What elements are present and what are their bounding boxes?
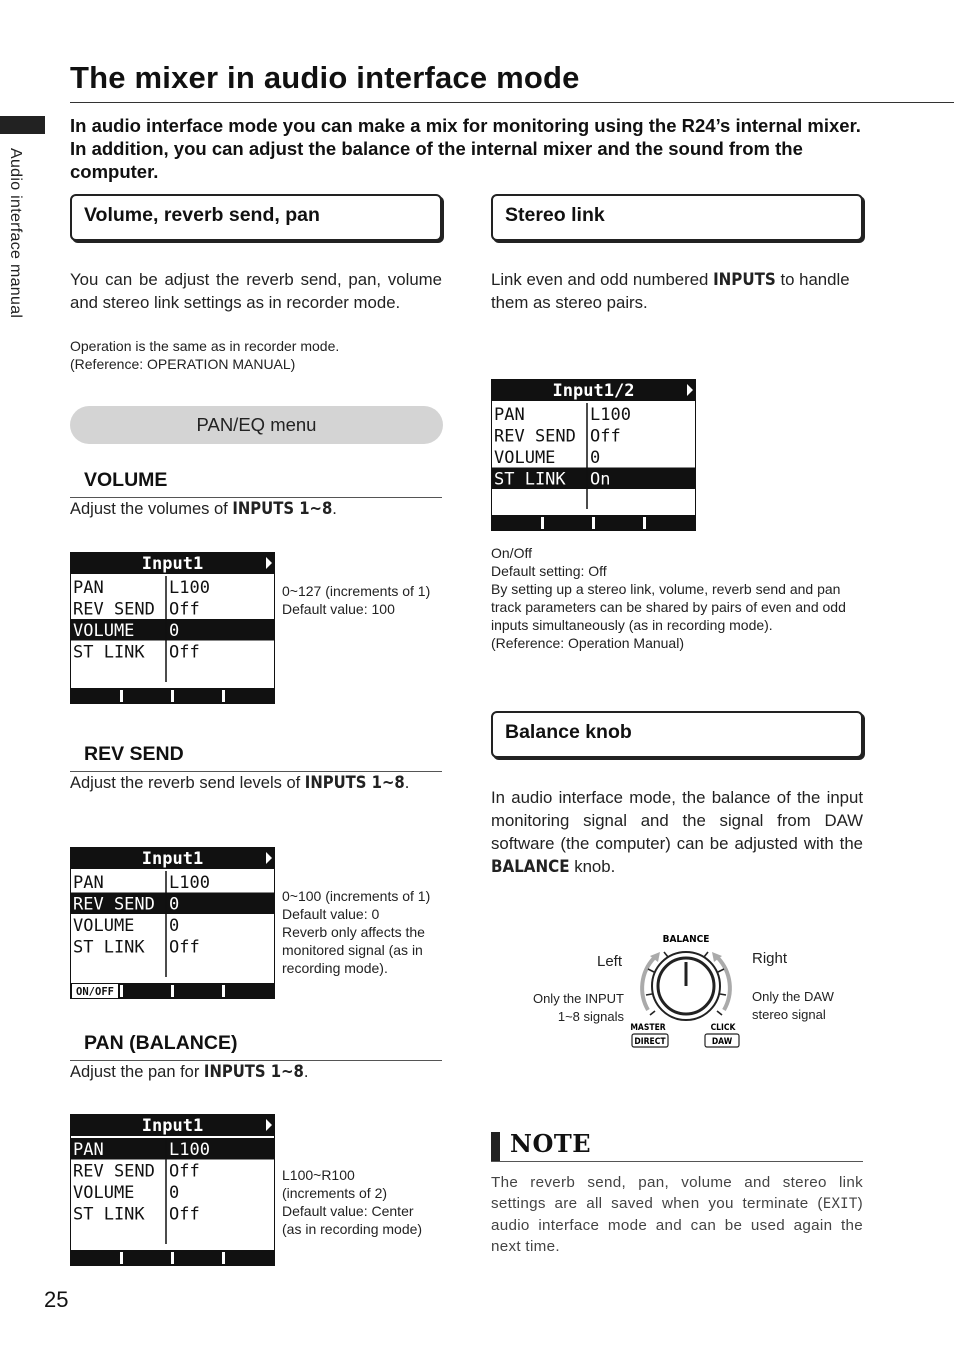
lcd-param-label: ST LINK: [73, 642, 145, 663]
lcd-param-value: On: [590, 469, 611, 490]
stereo-link-info: [491, 544, 871, 652]
lcd-title: Input1: [141, 1116, 204, 1136]
lcd-param-value: Off: [169, 642, 200, 663]
volume-reverb-pan-box: [70, 194, 442, 241]
knob-left-label: Left: [597, 953, 623, 970]
lcd-footer-divider: [592, 517, 595, 529]
knob-direct-label: DIRECT: [634, 1037, 666, 1047]
lcd-param-value: L100: [169, 1140, 210, 1160]
note-title: NOTE: [510, 1129, 591, 1158]
lcd-pan-screen: [70, 1114, 275, 1266]
lcd-param-value: Off: [169, 1204, 200, 1225]
lcd-param-label: REV SEND: [73, 1161, 155, 1182]
info-line: On/Off: [491, 545, 532, 561]
balance-paragraph: [491, 786, 863, 878]
lcd-param-value: Off: [169, 599, 200, 620]
info-line: By setting up a stereo link, volume, reverb send and pan: [491, 581, 841, 597]
lcd-param-value: Off: [169, 1161, 200, 1182]
desc-key: INPUTS 1~8: [232, 499, 333, 518]
desc-key: INPUTS 1~8: [203, 1062, 304, 1081]
rev-send-heading: REV SEND: [84, 743, 184, 765]
pan-rule: [70, 1060, 442, 1061]
pan-eq-menu-pill: PAN/EQ menu: [70, 406, 443, 444]
pan-info: [282, 1166, 452, 1238]
para-end: knob.: [569, 857, 616, 876]
info-line: 0~100 (increments of 1): [282, 888, 431, 904]
info-line: track parameters can be shared by pairs of even and odd: [491, 599, 846, 615]
info-line: Default value: 100: [282, 601, 395, 617]
lcd-param-label: VOLUME: [494, 448, 556, 468]
lcd-stereo-link-screen: [491, 379, 696, 531]
lcd-param-label: REV SEND: [494, 426, 576, 447]
lcd-param-label: REV SEND: [73, 894, 155, 915]
rev-send-description: [70, 773, 409, 793]
desc-key: INPUTS 1~8: [304, 773, 405, 792]
intro-text: In audio interface mode you can make a mix for monitoring using the R24’s internal mixer. In addition, you can adjust the balance of the internal mixer and the sound from the computer.: [70, 115, 861, 182]
para-key: INPUTS: [713, 269, 776, 289]
knob-daw-label: DAW: [711, 1037, 733, 1047]
info-line: monitored signal (as in: [282, 942, 423, 958]
lcd-param-label: PAN: [494, 405, 525, 425]
side-section-label: Audio interface manual: [7, 148, 24, 319]
operation-reference: (Reference: OPERATION MANUAL): [70, 356, 296, 372]
lcd-footer-divider: [120, 985, 123, 997]
volume-rule: [70, 497, 442, 498]
lcd-param-label: PAN: [73, 578, 104, 598]
note-text: [491, 1172, 863, 1257]
operation-note: [70, 337, 442, 373]
section-tab: [0, 116, 45, 134]
desc-line: Only the INPUT: [532, 991, 624, 1006]
lcd-param-label: VOLUME: [73, 1183, 135, 1203]
info-line: (as in recording mode): [282, 1221, 423, 1237]
stereo-link-box: [491, 194, 863, 241]
lcd-param-value: L100: [590, 405, 631, 425]
desc-line: Only the DAW: [752, 989, 834, 1004]
box-title: Balance knob: [505, 721, 632, 743]
balance-knob-box: [491, 711, 863, 758]
lcd-rev-send-screen: [70, 847, 275, 999]
para-text: Link even and odd numbered: [491, 270, 714, 289]
pan-heading: PAN (BALANCE): [84, 1032, 238, 1054]
lcd-param-label: VOLUME: [73, 621, 135, 641]
desc-end: .: [303, 1063, 309, 1081]
left-intro-paragraph: You can be adjust the reverb send, pan, volume and stereo link settings as in recorder mode.: [70, 270, 442, 312]
info-line: Reverb only affects the: [282, 924, 425, 940]
lcd-param-value: 0: [169, 621, 180, 641]
box-title: Volume, reverb send, pan: [84, 204, 320, 226]
lcd-footer-divider: [120, 1252, 123, 1264]
page-number: 25: [44, 1287, 69, 1312]
box-title: Stereo link: [505, 204, 605, 226]
knob-right-description: [752, 988, 862, 1024]
lcd-footer-divider: [643, 517, 646, 529]
lcd-param-label: ST LINK: [73, 1204, 145, 1225]
desc-end: .: [404, 774, 410, 792]
info-line: recording mode).: [282, 960, 388, 976]
lcd-param-value: Off: [169, 937, 200, 958]
knob-right-label: Right: [752, 950, 788, 967]
operation-note-line: Operation is the same as in recorder mode.: [70, 338, 340, 354]
rev-send-rule: [70, 771, 442, 772]
para-key: BALANCE: [491, 856, 570, 876]
lcd-param-value: 0: [169, 894, 180, 915]
title-rule: [70, 102, 954, 103]
lcd-param-value: 0: [169, 916, 180, 936]
note-text-end: ) audio interface mode and can be used again the next time.: [491, 1195, 863, 1255]
volume-info: [282, 582, 452, 618]
lcd-param-value: L100: [169, 873, 210, 893]
lcd-param-value: Off: [590, 426, 621, 447]
lcd-title: Input1: [141, 554, 204, 574]
desc-text: Adjust the pan for: [70, 1063, 204, 1081]
knob-click-label: CLICK: [710, 1023, 736, 1033]
volume-heading: VOLUME: [84, 469, 168, 491]
page-title: The mixer in audio interface mode: [70, 60, 580, 95]
para-end: to handle them as stereo pairs.: [491, 270, 850, 312]
lcd-footer-key: ON/OFF: [76, 986, 114, 998]
info-line: 0~127 (increments of 1): [282, 583, 431, 599]
note-text-start: The reverb send, pan, volume and stereo link settings are all saved when you terminate (: [491, 1174, 863, 1212]
info-line: (Reference: Operation Manual): [491, 635, 684, 651]
pan-description: [70, 1062, 308, 1082]
stereo-link-paragraph: [491, 268, 863, 314]
lcd-volume-screen: [70, 552, 275, 704]
volume-description: [70, 499, 337, 519]
lcd-footer-divider: [222, 1252, 225, 1264]
balance-knob-illustration: [626, 928, 746, 1052]
lcd-param-value: 0: [169, 1183, 180, 1203]
lcd-param-label: REV SEND: [73, 599, 155, 620]
lcd-param-label: PAN: [73, 873, 104, 893]
lcd-footer-divider: [222, 985, 225, 997]
knob-balance-label: BALANCE: [662, 934, 710, 945]
lcd-param-label: ST LINK: [73, 937, 145, 958]
lcd-title: Input1: [141, 849, 204, 869]
lcd-param-label: ST LINK: [494, 469, 566, 490]
note-rule: [491, 1161, 863, 1162]
info-line: inputs simultaneously (as in recording mode).: [491, 617, 773, 633]
desc-text: Adjust the reverb send levels of: [70, 774, 305, 792]
note-exit-key: EXIT: [822, 1196, 858, 1212]
info-line: Default setting: Off: [491, 563, 607, 579]
lcd-footer-divider: [171, 985, 174, 997]
info-line: Default value: 0: [282, 906, 380, 922]
desc-end: .: [332, 500, 337, 518]
lcd-footer-divider: [222, 690, 225, 702]
lcd-param-label: PAN: [73, 1140, 104, 1160]
lcd-footer-divider: [171, 1252, 174, 1264]
lcd-param-label: VOLUME: [73, 916, 135, 936]
lcd-footer-divider: [541, 517, 544, 529]
lcd-title: Input1/2: [552, 381, 635, 401]
knob-left-description: [520, 990, 624, 1026]
info-line: L100~R100: [282, 1167, 355, 1183]
desc-line: stereo signal: [752, 1007, 826, 1022]
knob-master-label: MASTER: [630, 1023, 666, 1033]
rev-send-info: [282, 887, 452, 977]
lcd-footer-divider: [120, 690, 123, 702]
para-text: In audio interface mode, the balance of the input monitoring signal and the signal from DAW software (the computer) can be adjusted with the: [491, 788, 863, 853]
info-line: Default value: Center: [282, 1203, 414, 1219]
desc-text: Adjust the volumes of: [70, 500, 233, 518]
note-bar: [491, 1132, 500, 1162]
lcd-param-value: L100: [169, 578, 210, 598]
info-line: (increments of 2): [282, 1185, 388, 1201]
desc-line: 1~8 signals: [557, 1009, 624, 1024]
lcd-footer-divider: [171, 690, 174, 702]
lcd-param-value: 0: [590, 448, 601, 468]
